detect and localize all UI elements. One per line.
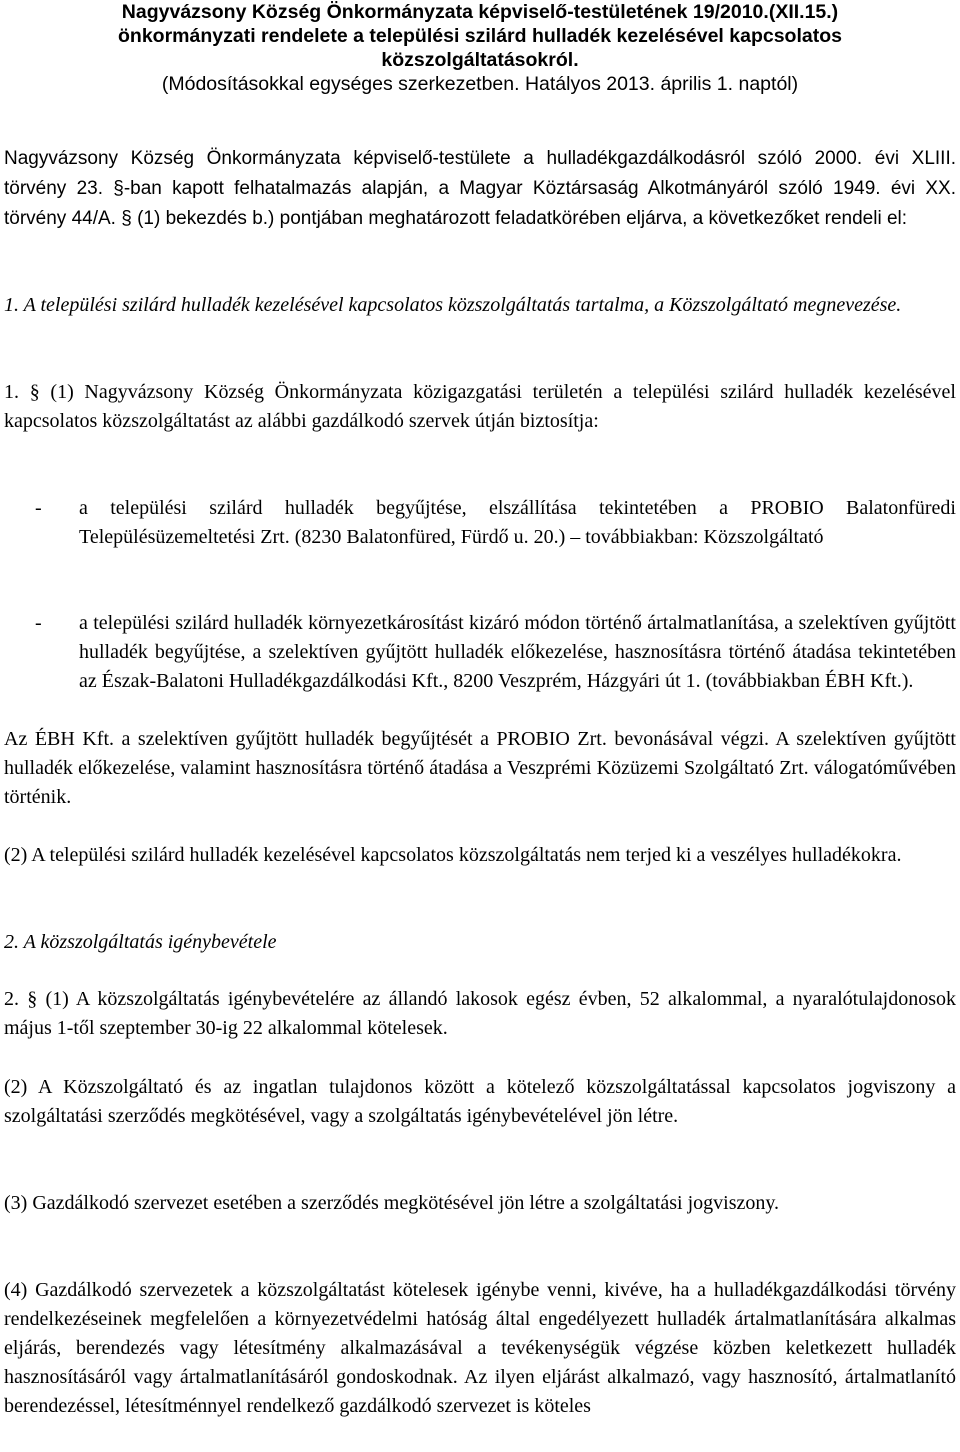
section-1-ebh-paragraph: Az ÉBH Kft. a szelektíven gyűjtött hulladék begyűjtését a PROBIO Zrt. bevonásával végzi. A szelektíven gyűjtött hulladék előkezelése, valamint hasznosításra történő átadása a Veszprémi Közüzemi Szolgáltató Zrt. válogatóművében történik. — [4, 728, 956, 808]
section-2-paragraph-3: (3) Gazdálkodó szervezet esetében a szerződés megkötésével jön létre a szolgáltatási jogviszony. — [4, 1192, 780, 1214]
section-2-paragraph-4: (4) Gazdálkodó szervezetek a közszolgáltatást kötelesek igénybe venni, kivéve, ha a hulladékgazdálkodási törvény rendelkezéseinek megfelelően a környezetvédelmi hatóság által engedélyezett hulladék ártalmatlanítására alkalmas eljárás, berendezés vagy létesítmény alkalmazásával a tevékenységük végzése közben keletkezett hulladék hasznosításáról vagy ártalmatlanításáról gondoskodnak. Az ilyen eljárást alkalmazó, vagy hasznosító, ártalmatlanító berendezéssel, létesítménnyel rendelkező gazdálkodó szervezet is köteles — [4, 1279, 956, 1417]
preamble: Nagyvázsony Község Önkormányzata képviselő-testülete a hulladékgazdálkodásról szóló 2000. évi XLIII. törvény 23. §-ban kapott felhatalmazás alapján, a Magyar Köztársaság Alkotmányáról szóló 1949. évi XX. törvény 44/A. § (1) bekezdés b.) pontjában meghatározott feladatkörében eljárva, a következőket rendeli el: — [4, 148, 956, 229]
list-item-text: a települési szilárd hulladék begyűjtése, elszállítása tekintetében a PROBIO Balatonfüredi Településüzemeltetési Zrt. (8230 Balatonfüred, Fürdő u. 20.) – továbbiakban: Közszolgáltató — [79, 497, 956, 548]
header-title-line-3: közszolgáltatásokról. — [381, 49, 579, 71]
section-2-heading: 2. A közszolgáltatás igénybevétele — [4, 931, 277, 953]
section-2-paragraph-2: (2) A Közszolgáltató és az ingatlan tulajdonos között a kötelező közszolgáltatással kapcsolatos jogviszony a szolgáltatási szerződés megkötésével, vagy a szolgáltatás igénybevételével jön létre. — [4, 1076, 956, 1127]
section-1-heading: 1. A települési szilárd hulladék kezelésével kapcsolatos közszolgáltatás tartalma, a Közszolgáltató megnevezése. — [4, 294, 902, 316]
header-title-line-2: önkormányzati rendelete a települési szilárd hulladék kezelésével kapcsolatos — [118, 25, 842, 47]
list-item-text: a települési szilárd hulladék környezetkárosítást kizáró módon történő ártalmatlanítása, a szelektíven gyűjtött hulladék begyűjtése, a szelektíven gyűjtött hulladék előkezelése, hasznosításra történő átadása tekintetében az Észak-Balatoni Hulladékgazdálkodási Kft., 8200 Veszprém, Házgyári út 1. (továbbiakban ÉBH Kft.). — [79, 612, 956, 692]
section-1-paragraph-1: 1. § (1) Nagyvázsony Község Önkormányzata közigazgatási területén a települési szilárd hulladék kezelésével kapcsolatos közszolgáltatást az alábbi gazdálkodó szervek útján biztosítja: — [4, 381, 956, 432]
header-title-line-1: Nagyvázsony Község Önkormányzata képviselő-testületének 19/2010.(XII.15.) — [121, 1, 839, 23]
section-1-paragraph-2: (2) A települési szilárd hulladék kezelésével kapcsolatos közszolgáltatás nem terjed ki a veszélyes hulladékokra. — [4, 844, 902, 866]
list-dash: - — [35, 497, 42, 519]
section-2-paragraph-1: 2. § (1) A közszolgáltatás igénybevételére az állandó lakosok egész évben, 52 alkalommal, a nyaralótulajdonosok május 1-től szeptember 30-ig 22 alkalommal kötelesek. — [4, 988, 956, 1039]
document-header — [30, 0, 930, 96]
header-amendment-note: (Módosításokkal egységes szerkezetben. Hatályos 2013. április 1. naptól) — [161, 73, 799, 95]
list-dash: - — [35, 612, 42, 634]
